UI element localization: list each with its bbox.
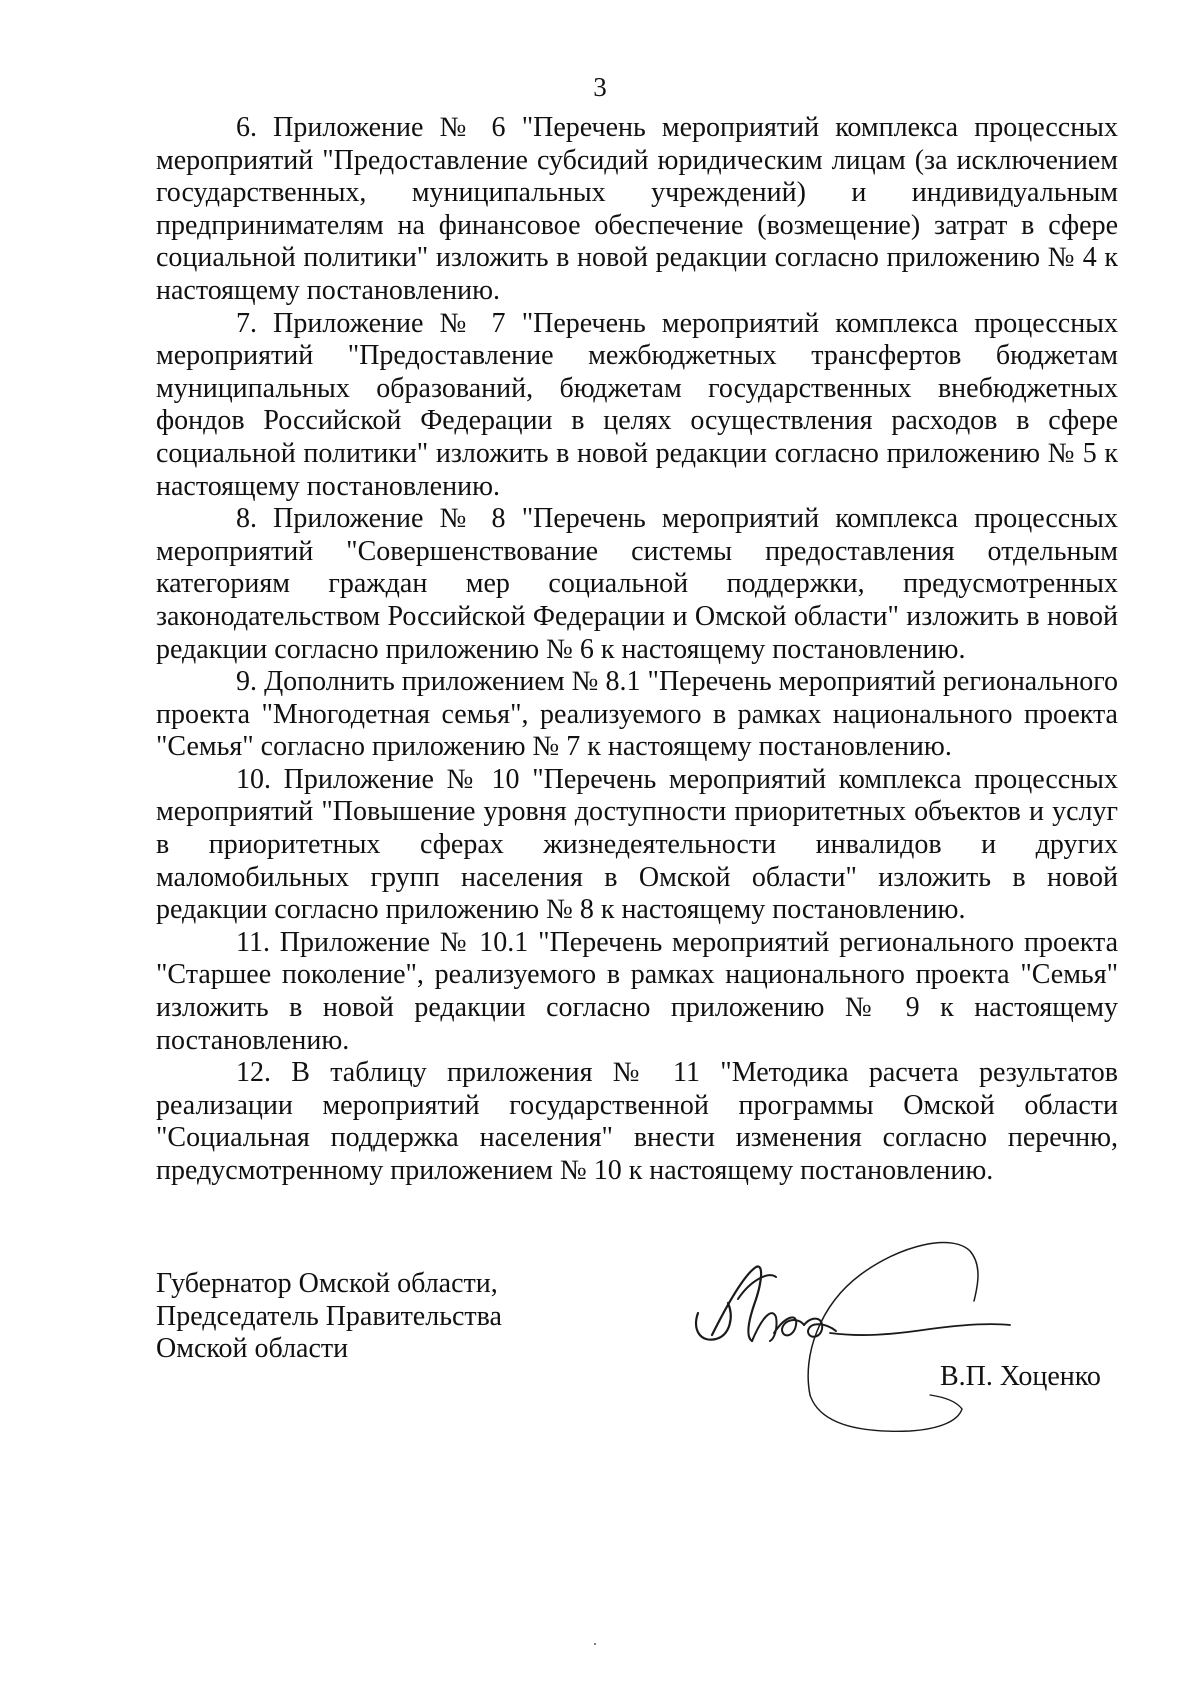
paragraph-item-8: 8. Приложение № 8 "Перечень мероприятий комплекса процессных мероприятий "Совершенствование системы предоставления отдельным категориям граждан мер социальной поддержки, предусмотренных законодательством Российской Федерации и Омской области" изложить в новой редакции согласно приложению № 6 к настоящему постановлению.: [156, 503, 1118, 665]
position-line-chairman: Председатель Правительства: [156, 1300, 502, 1332]
paragraph-item-7: 7. Приложение № 7 "Перечень мероприятий комплекса процессных мероприятий "Предоставление межбюджетных трансфертов бюджетам муниципальных образований, бюджетам государственных внебюджетных фондов Российской Федерации в целях осуществления расходов в сфере социальной политики" изложить в новой редакции согласно приложению № 5 к настоящему постановлению.: [156, 307, 1118, 502]
signatory-position: [156, 1268, 556, 1366]
position-line-region: Омской области: [156, 1333, 349, 1365]
paragraph-item-12: 12. В таблицу приложения № 11 "Методика расчета результатов реализации мероприятий государственной программы Омской области "Социальная поддержка населения" внести изменения согласно перечню, предусмотренному приложением № 10 к настоящему постановлению.: [156, 1057, 1118, 1186]
paragraph-item-9: 9. Дополнить приложением № 8.1 "Перечень мероприятий регионального проекта "Многодетная семья", реализуемого в рамках национального проекта "Семья" согласно приложению № 7 к настоящему постановлению.: [156, 666, 1118, 763]
paragraph-item-6: 6. Приложение № 6 "Перечень мероприятий комплекса процессных мероприятий "Предоставление субсидий юридическим лицам (за исключением государственных, муниципальных учреждений) и индивидуальным предпринимателям на финансовое обеспечение (возмещение) затрат в сфере социальной политики" изложить в новой редакции согласно приложению № 4 к настоящему постановлению.: [156, 112, 1118, 306]
position-line-governor: Губернатор Омской области,: [156, 1268, 498, 1299]
handwritten-signature: [690, 1225, 1070, 1465]
document-body: [156, 112, 1118, 1188]
scan-artifact-dot: [594, 1643, 596, 1645]
paragraph-item-11: 11. Приложение № 10.1 "Перечень мероприятий регионального проекта "Старшее поколение", реализуемого в рамках национального проекта "Семья" изложить в новой редакции согласно приложению № 9 к настоящему постановлению.: [156, 926, 1118, 1056]
paragraph-item-10: 10. Приложение № 10 "Перечень мероприятий комплекса процессных мероприятий "Повышение уровня доступности приоритетных объектов и услуг в приоритетных сферах жизнедеятельности инвалидов и других маломобильных групп населения в Омской области" изложить в новой редакции согласно приложению № 8 к настоящему постановлению.: [156, 763, 1118, 926]
page-number: 3: [593, 72, 607, 102]
signer-name: В.П. Хоценко: [940, 1361, 1101, 1392]
